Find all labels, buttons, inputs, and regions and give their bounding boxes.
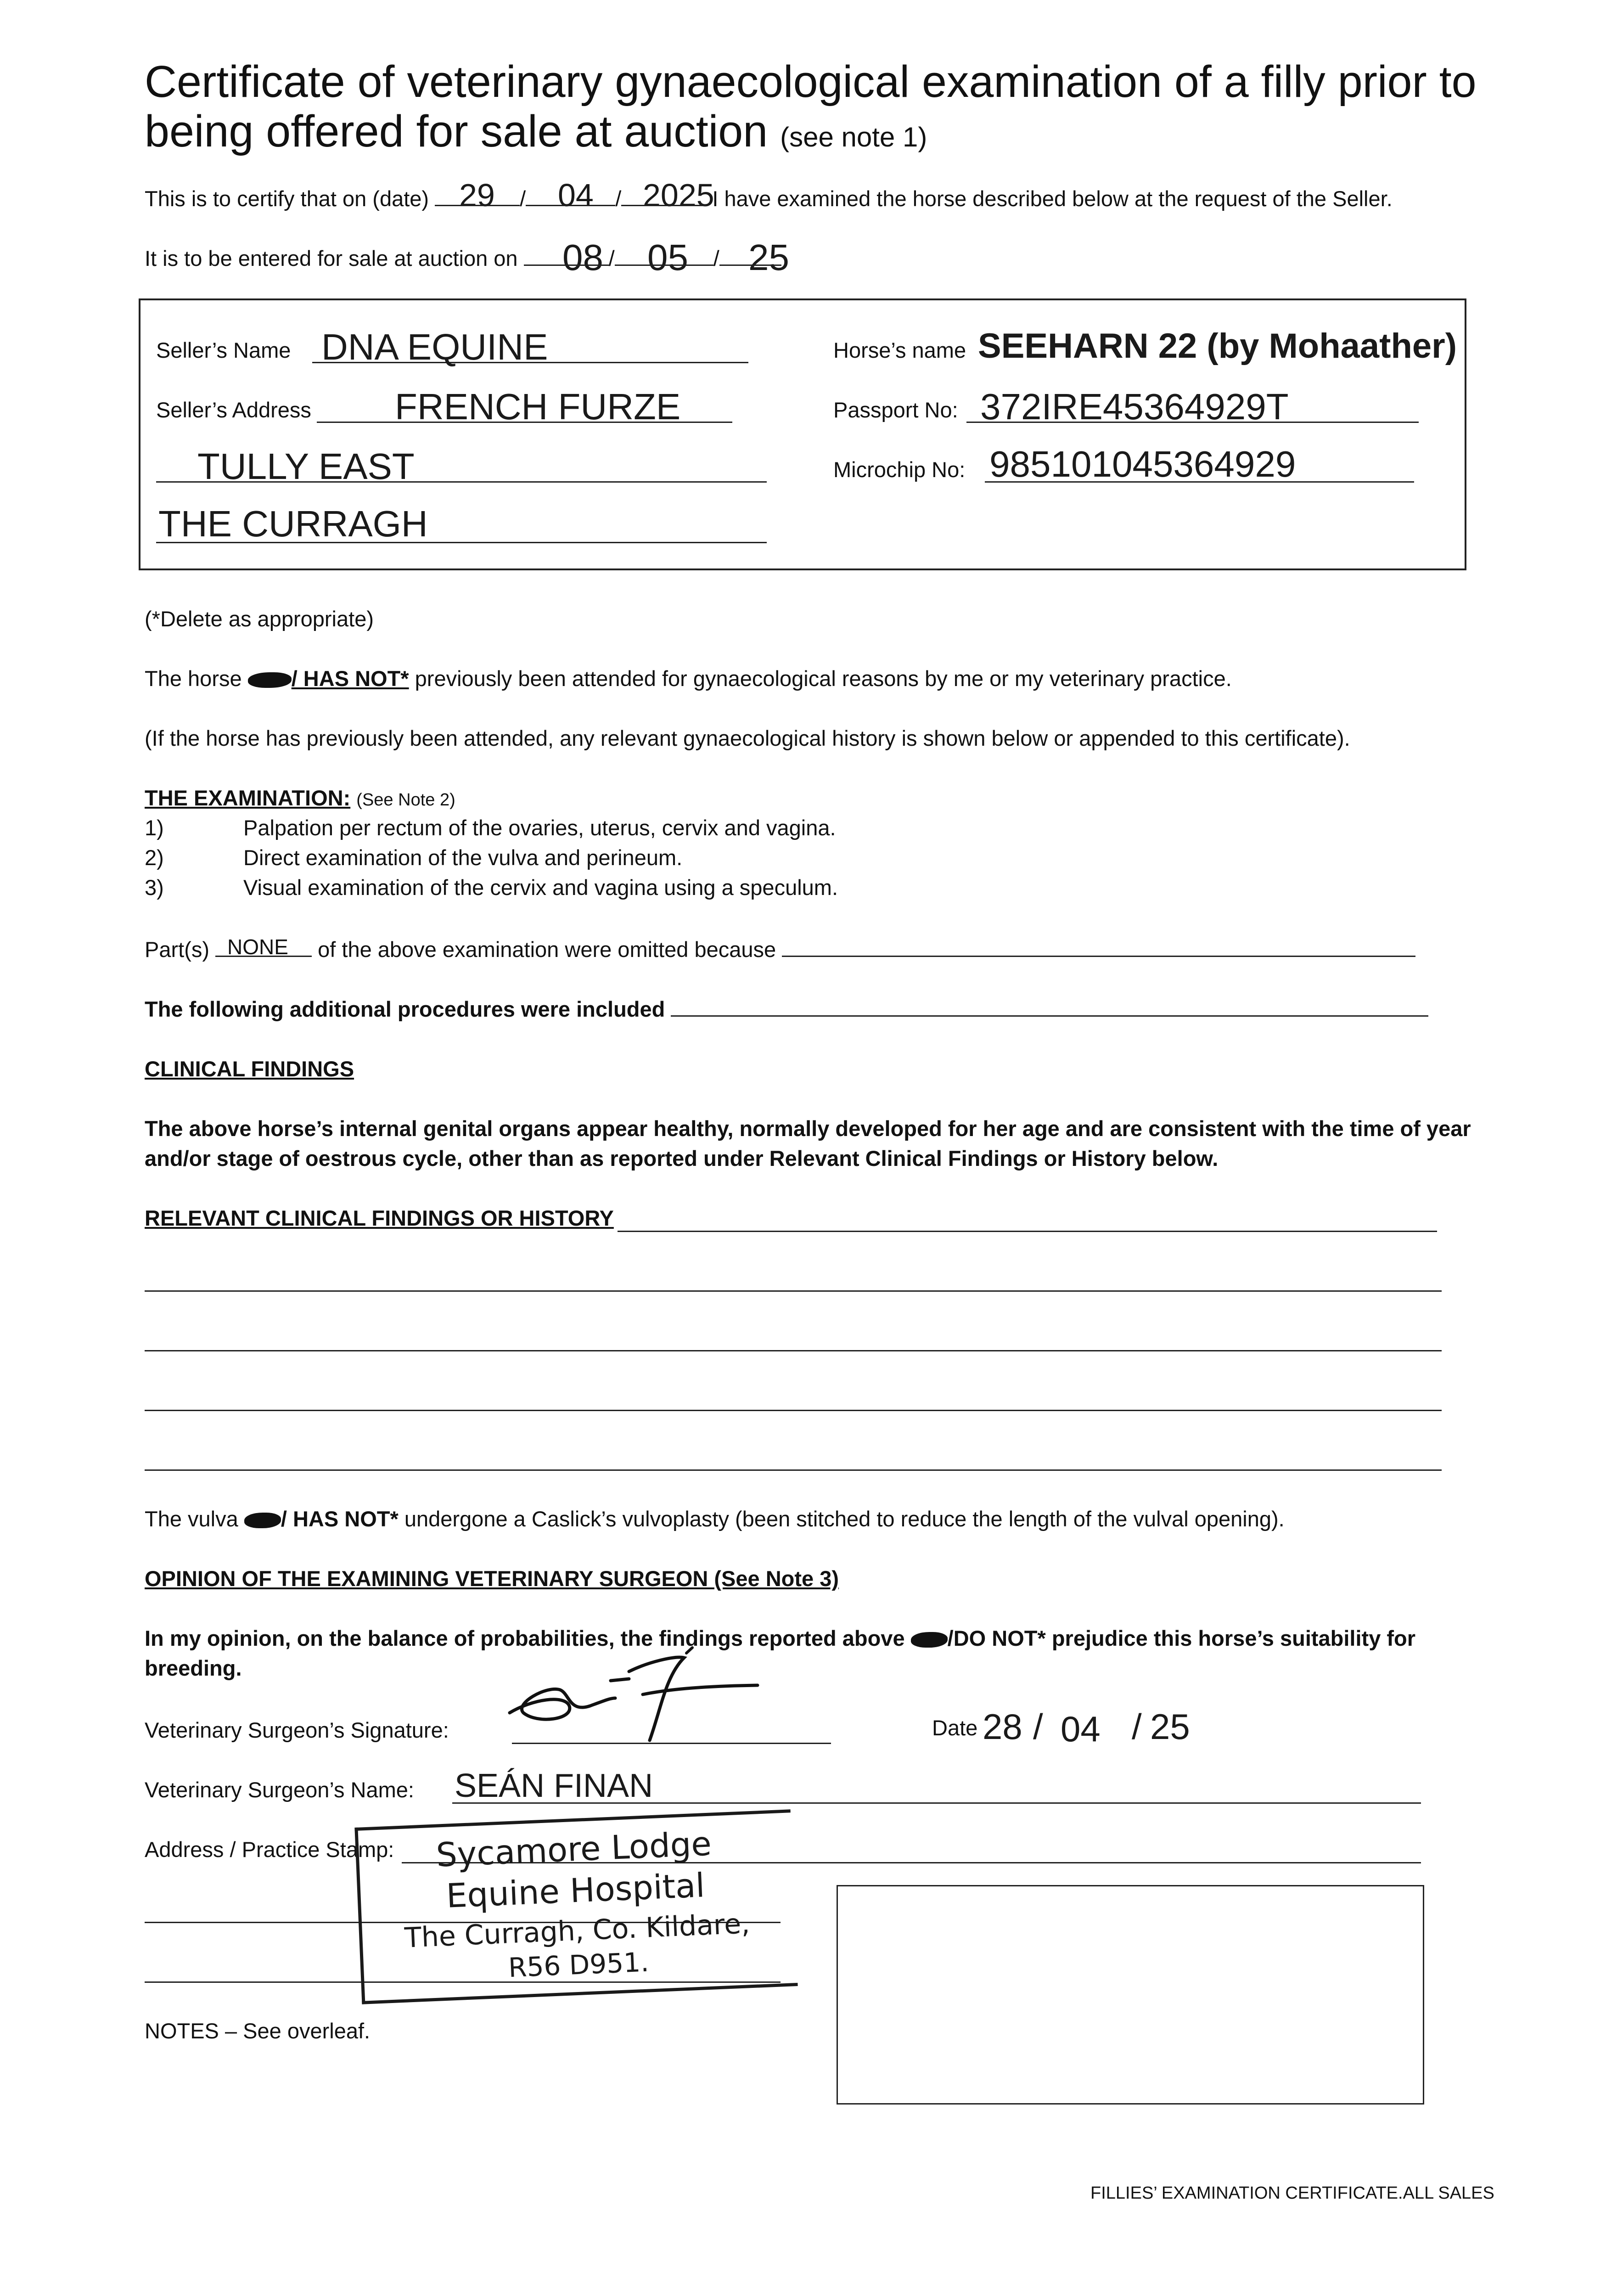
clinical-heading: CLINICAL FINDINGS (145, 1057, 354, 1081)
history-note: (If the horse has previously been attended, any relevant gynaecological history is shown below or appended to this certificate). (145, 726, 1350, 750)
signature-mark (491, 1644, 776, 1750)
vulva-line (145, 1506, 1285, 1531)
seller-name-label: Seller’s Name (156, 338, 291, 362)
exam-item-3-text: Visual examination of the cervix and vagina using a speculum. (243, 875, 838, 900)
title-line-2 (145, 107, 1477, 162)
opinion-heading: OPINION OF THE EXAMINING VETERINARY SURGEON (See Note 3) (145, 1566, 839, 1591)
stamp-line-4: R56 D951. (507, 1946, 650, 1984)
address-stamp-label: Address / Practice Stamp: (145, 1837, 394, 1862)
examination-heading-line (145, 785, 455, 810)
certify-year: 2025 (643, 177, 714, 213)
stamp-box (837, 1885, 1424, 2105)
title-line-1: Certificate of veterinary gynaecological examination of a filly prior to (145, 56, 1477, 107)
seller-name-value: DNA EQUINE (321, 326, 548, 367)
relevant-heading: RELEVANT CLINICAL FINDINGS OR HISTORY (145, 1206, 614, 1230)
passport-value: 372IRE45364929T (980, 386, 1289, 427)
delete-note: (*Delete as appropriate) (145, 607, 374, 631)
auction-day: 08 (562, 237, 603, 278)
seller-address-line2: TULLY EAST (197, 446, 415, 487)
opinion-line (145, 1626, 1415, 1651)
examination-heading-note: (See Note 2) (356, 790, 455, 810)
signature-label: Veterinary Surgeon’s Signature: (145, 1718, 449, 1742)
certify-suffix: I have examined the horse described below at the request of the Seller. (712, 186, 1393, 211)
redaction-mark (248, 672, 292, 688)
redaction-mark (911, 1632, 948, 1648)
horse-name-value: SEEHARN 22 (by Mohaather) (978, 326, 1457, 366)
certify-day: 29 (459, 177, 495, 213)
seller-address-label: Seller’s Address (156, 398, 311, 422)
certify-line: This is to certify that on (date) / / I have examined the horse described below at the request of the Seller. (145, 186, 1393, 211)
auction-month: 05 (647, 237, 688, 278)
examination-heading: THE EXAMINATION: (145, 786, 351, 810)
horse-name-label: Horse’s name (833, 338, 966, 362)
vulva-prefix: The vulva (145, 1507, 238, 1531)
clinical-statement-1: The above horse’s internal genital organs appear healthy, normally developed for her age and are consistent with the time of year (145, 1116, 1471, 1141)
vet-name-value: SEÁN FINAN (455, 1767, 653, 1804)
opinion-choice: /DO NOT* (947, 1626, 1046, 1650)
opinion-line-2: breeding. (145, 1656, 242, 1680)
footer-text: FILLIES’ EXAMINATION CERTIFICATE.ALL SALES (1090, 2183, 1494, 2203)
signature-date-label: Date (932, 1716, 978, 1740)
exam-item-1-text: Palpation per rectum of the ovaries, uterus, cervix and vagina. (243, 816, 836, 840)
additional-line (145, 996, 1428, 1022)
vulva-suffix: undergone a Caslick’s vulvoplasty (been stitched to reduce the length of the vulval opening). (404, 1507, 1285, 1531)
seller-address-line1: FRENCH FURZE (395, 386, 681, 427)
passport-label: Passport No: (833, 398, 958, 422)
attended-suffix: previously been attended for gynaecological reasons by me or my veterinary practice. (415, 666, 1232, 691)
auction-prefix: It is to be entered for sale at auction on (145, 246, 518, 270)
exam-item-2-num: 2) (145, 845, 164, 870)
exam-item-1-num: 1) (145, 816, 164, 840)
signature-date-month: 04 (1061, 1709, 1101, 1749)
opinion-suffix: prejudice this horse’s suitability for (1051, 1626, 1416, 1650)
redaction-mark (244, 1513, 281, 1528)
microchip-value: 985101045364929 (989, 444, 1296, 484)
omitted-suffix: of the above examination were omitted because (318, 937, 776, 962)
title-note: (see note 1) (780, 122, 927, 152)
practice-stamp (354, 1809, 797, 2004)
signature-date-year: 25 (1150, 1706, 1190, 1747)
stamp-line-3: The Curragh, Co. Kildare, (404, 1908, 751, 1954)
stamp-line-2: Equine Hospital (445, 1866, 706, 1915)
stamp-line-1: Sycamore Lodge (435, 1824, 713, 1874)
exam-item-3-num: 3) (145, 875, 164, 900)
title-line-2-text: being offered for sale at auction (145, 106, 768, 156)
vulva-choice: / HAS NOT* (281, 1507, 399, 1531)
auction-line: It is to be entered for sale at auction on / / (145, 246, 781, 271)
attended-line (145, 666, 1232, 691)
omitted-prefix: Part(s) (145, 937, 209, 962)
signature-date-day: 28 (983, 1706, 1022, 1747)
additional-label: The following additional procedures were included (145, 997, 665, 1021)
clinical-statement-2: and/or stage of oestrous cycle, other than as reported under Relevant Clinical Findings or History below. (145, 1146, 1219, 1171)
certify-month: 04 (558, 177, 594, 213)
certify-prefix: This is to certify that on (date) (145, 186, 429, 211)
attended-prefix: The horse (145, 666, 242, 691)
attended-choice: / HAS NOT* (291, 666, 409, 691)
notes-text: NOTES – See overleaf. (145, 2019, 371, 2043)
vet-name-label: Veterinary Surgeon’s Name: (145, 1778, 414, 1802)
exam-item-2-text: Direct examination of the vulva and perineum. (243, 845, 683, 870)
microchip-label: Microchip No: (833, 457, 966, 482)
auction-year: 25 (748, 237, 789, 278)
opinion-prefix: In my opinion, on the balance of probabilities, the findings reported above (145, 1626, 905, 1650)
omitted-line (145, 937, 1415, 962)
seller-address-line3: THE CURRAGH (158, 503, 428, 544)
omitted-value: NONE (227, 935, 288, 959)
page-title (145, 57, 1477, 162)
